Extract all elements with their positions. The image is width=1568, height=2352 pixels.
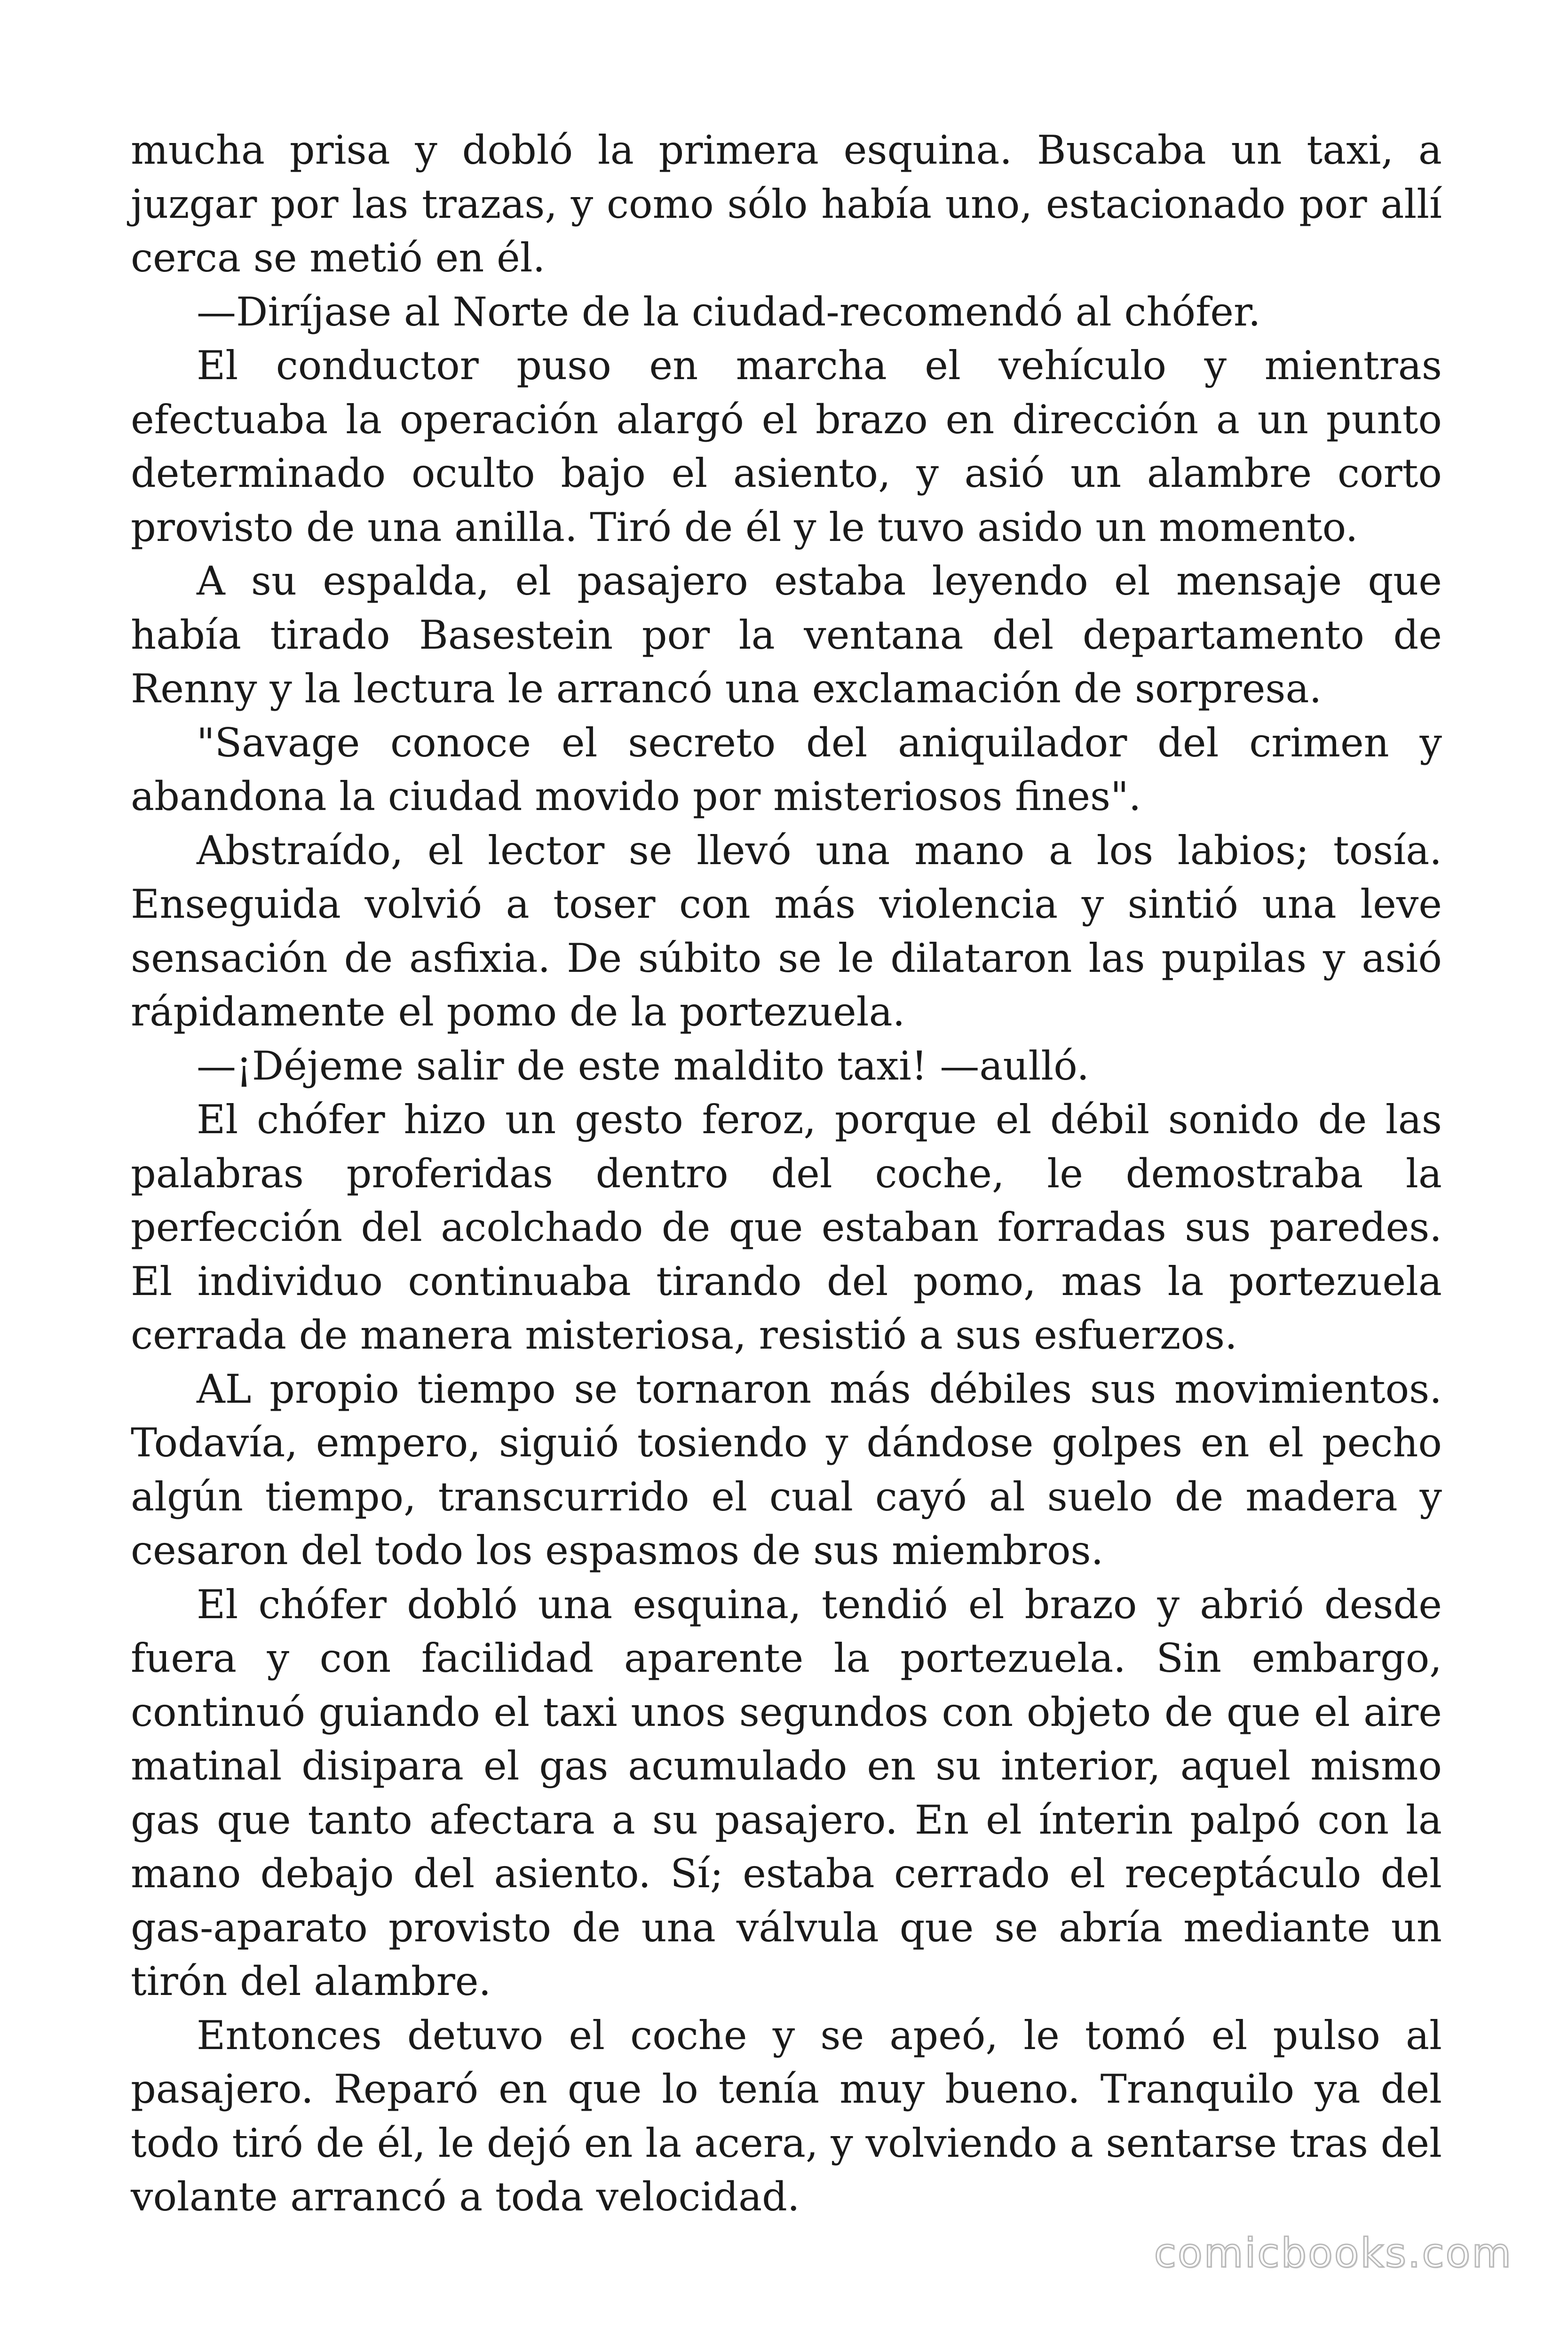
paragraph-continuation: mucha prisa y dobló la primera esquina. Buscaba un taxi, a juzgar por las trazas, y como sólo había uno, estacionado por allí cerca se metió en él. <box>131 127 1442 281</box>
paragraph-driver-gesture: El chófer hizo un gesto feroz, porque el débil sonido de las palabras proferidas dentro del coche, le demostraba la perfección del acolchado de que estaban forradas sus paredes. El individuo continuaba tirando del pomo, mas la portezuela cerrada de manera misteriosa, resistió a sus esfuerzos. <box>131 1097 1442 1358</box>
paragraph-coughing: Abstraído, el lector se llevó una mano a los labios; tosía. Enseguida volvió a toser con más violencia y sintió una leve sensación de asfixia. De súbito se le dilataron las pupilas y asió rápidamente el pomo de la portezuela. <box>131 827 1442 1035</box>
paragraph-quoted-message: "Savage conoce el secreto del aniquilador del crimen y abandona la ciudad movido por misteriosos fines". <box>131 719 1442 819</box>
paragraph-dialogue-direction: —Diríjase al Norte de la ciudad-recomendó al chófer. <box>197 288 1261 335</box>
paragraph-departure: Entonces detuvo el coche y se apeó, le tomó el pulso al pasajero. Reparó en que lo tenía muy bueno. Tranquilo ya del todo tiró de él, le dejó en la acera, y volviendo a sentarse tras del volante arrancó a toda velocidad. <box>131 2012 1442 2220</box>
paragraph-passenger-message: A su espalda, el pasajero estaba leyendo el mensaje que había tirado Basestein por la ventana del departamento de Renny y la lectura le arrancó una exclamación de sorpresa. <box>131 558 1442 712</box>
watermark-text: comicbooks.com <box>1154 2230 1513 2277</box>
paragraph-driver-wire: El conductor puso en marcha el vehículo y mientras efectuaba la operación alargó el brazo en dirección a un punto determinado oculto bajo el asiento, y asió un alambre corto provisto de una anilla. Tiró de él y le tuvo asido un momento. <box>131 342 1442 550</box>
paragraph-gas-valve: El chófer dobló una esquina, tendió el brazo y abrió desde fuera y con facilidad aparente la portezuela. Sin embargo, continuó guiando el taxi unos segundos con objeto de que el aire matinal disipara el gas acumulado en su interior, aquel mismo gas que tanto afectara a su pasajero. En el ínterin palpó con la mano debajo del asiento. Sí; estaba cerrado el receptáculo del gas-aparato provisto de una válvula que se abría mediante un tirón del alambre. <box>131 1581 1442 2004</box>
body-text <box>131 123 1442 2224</box>
paragraph-collapse: AL propio tiempo se tornaron más débiles sus movimientos. Todavía, empero, siguió tosiendo y dándose golpes en el pecho algún tiempo, transcurrido el cual cayó al suelo de madera y cesaron del todo los espasmos de sus miembros. <box>131 1366 1442 1573</box>
paragraph-dialogue-shout: —¡Déjeme salir de este maldito taxi! —aulló. <box>197 1042 1090 1089</box>
